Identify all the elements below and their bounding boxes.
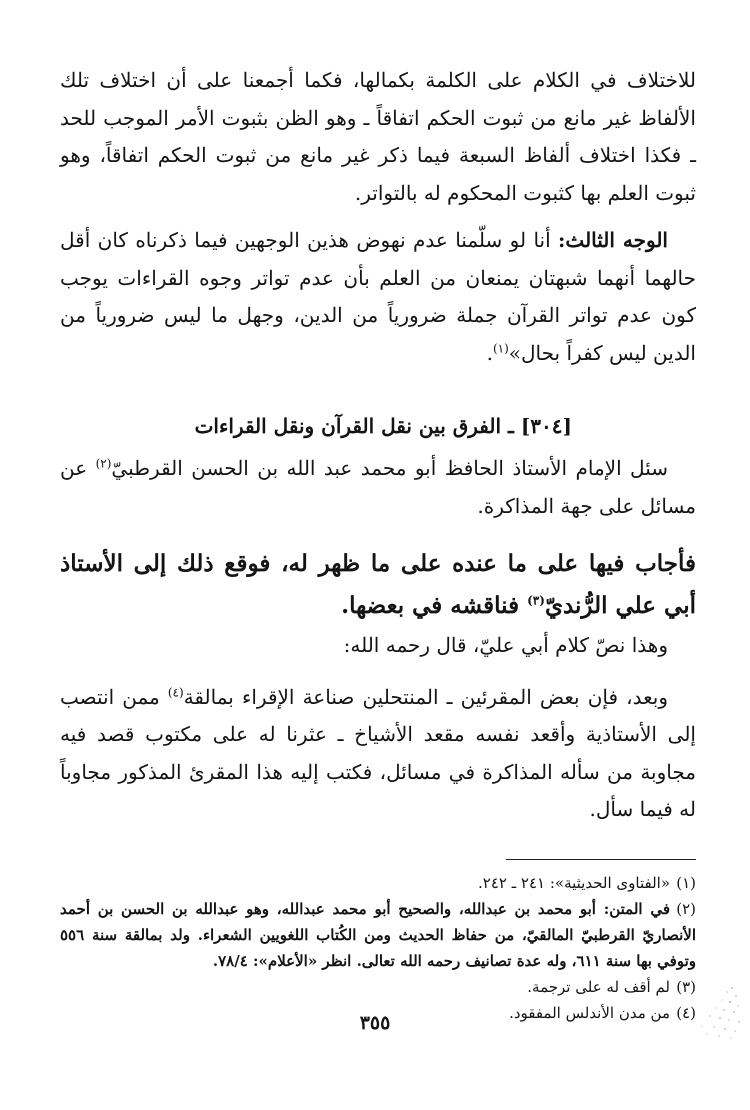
- page-content: [60, 62, 696, 1026]
- footnote-3: [60, 974, 696, 1000]
- paragraph-end: .: [486, 340, 493, 365]
- footnote-ref-1[interactable]: (١): [492, 340, 509, 355]
- footnote-text: لم أقف له على ترجمة.: [527, 977, 670, 996]
- footnote-ref-4[interactable]: (٤): [167, 684, 184, 699]
- final-rest: ممن انتصب إلى الأستاذية وأقعد نفسه مقعد الأشياخ ـ عثرنا له على مكتوب قصد فيه مجاوبة من سأله المذاكرة في مسائل، فكتب إليه هذا المقرئ المذكور مجاوباً له فيما سأل.: [60, 684, 696, 821]
- quote-intro: وهذا نصّ كلام أبي عليّ، قال رحمه الله:: [343, 633, 668, 657]
- paragraph-third-aspect: [60, 222, 696, 372]
- answer-rest: فناقشه في بعضها.: [341, 592, 528, 619]
- footnote-divider: [506, 859, 696, 860]
- paragraph-body: أنا لو سلّمنا عدم نهوض هذين الوجهين فيما ذكرناه كان أقل حالهما أنهما شبهتان يمنعان من العلم بأن عدم تواتر وجوه القراءات يوجب كون عدم تواتر القرآن جملة ضرورياً من الدين، وجهل ما ليس ضرورياً من الدين ليس كفراً بحال»: [60, 228, 696, 365]
- section-heading: [٣٠٤] ـ الفرق بين نقل القرآن ونقل القراءات: [194, 414, 572, 438]
- footnote-number: (٤): [676, 1003, 696, 1022]
- final-text: وبعد، فإن بعض المقرئين ـ المنتحلين صناعة الإقراء بمالقة: [183, 684, 668, 709]
- footnote-1: [60, 870, 696, 896]
- footnote-ref-3[interactable]: (٣): [527, 593, 545, 608]
- answer-paragraph: [60, 543, 696, 627]
- question-paragraph: [60, 450, 696, 525]
- footnote-number: (١): [676, 873, 696, 892]
- footnotes: [60, 870, 696, 1026]
- footnote-text: «الفتاوى الحديثية»: ٢٤١ ـ ٢٤٢.: [478, 873, 670, 892]
- footnote-text: في المتن: أبو محمد بن عبدالله، والصحيح أبو محمد عبدالله، وهو عبدالله بن الحسن بن أحمد الأنصاريّ القرطبيّ المالقيّ، من حفاظ الحديث ومن الكُتاب اللغويين الشعراء. ولد بمالقة سنة ٥٥٦ وتوفي بها سنة ٦١١، وله عدة تصانيف رحمه الله تعالى. انظر «الأعلام»: ٧٨/٤.: [60, 899, 696, 970]
- footnote-text: من مدن الأندلس المفقود.: [509, 1003, 670, 1022]
- paragraph-lead-term: الوجه الثالث:: [558, 228, 668, 252]
- question-rest: عن مسائل على جهة المذاكرة.: [60, 456, 696, 518]
- page-number: ٣٥٥: [359, 1012, 391, 1034]
- scan-noise-graphic: [672, 982, 742, 1042]
- footnote-2: [60, 896, 696, 974]
- footnote-ref-2[interactable]: (٢): [95, 456, 112, 471]
- footnote-number: (٢): [676, 899, 696, 918]
- final-paragraph: [60, 679, 696, 829]
- footnote-number: (٣): [676, 977, 696, 996]
- paragraph-continuation: للاختلاف في الكلام على الكلمة بكمالها، فكما أجمعنا على أن اختلاف تلك الألفاظ غير مانع من ثبوت الحكم اتفاقاً ـ وهو الظن بثبوت الأمر الموجب للحد ـ فكذا اختلاف ألفاظ السبعة فيما ذكر غير مانع من ثبوت الحكم اتفاقاً، وهو ثبوت العلم بها كثبوت المحكوم له بالتواتر.: [60, 68, 696, 205]
- answer-text: فأجاب فيها على ما عنده على ما ظهر له، فوقع ذلك إلى الأستاذ أبي علي الرُّنديّ: [60, 550, 696, 619]
- question-text: سئل الإمام الأستاذ الحافظ أبو محمد عبد الله بن الحسن القرطبيّ: [111, 456, 668, 480]
